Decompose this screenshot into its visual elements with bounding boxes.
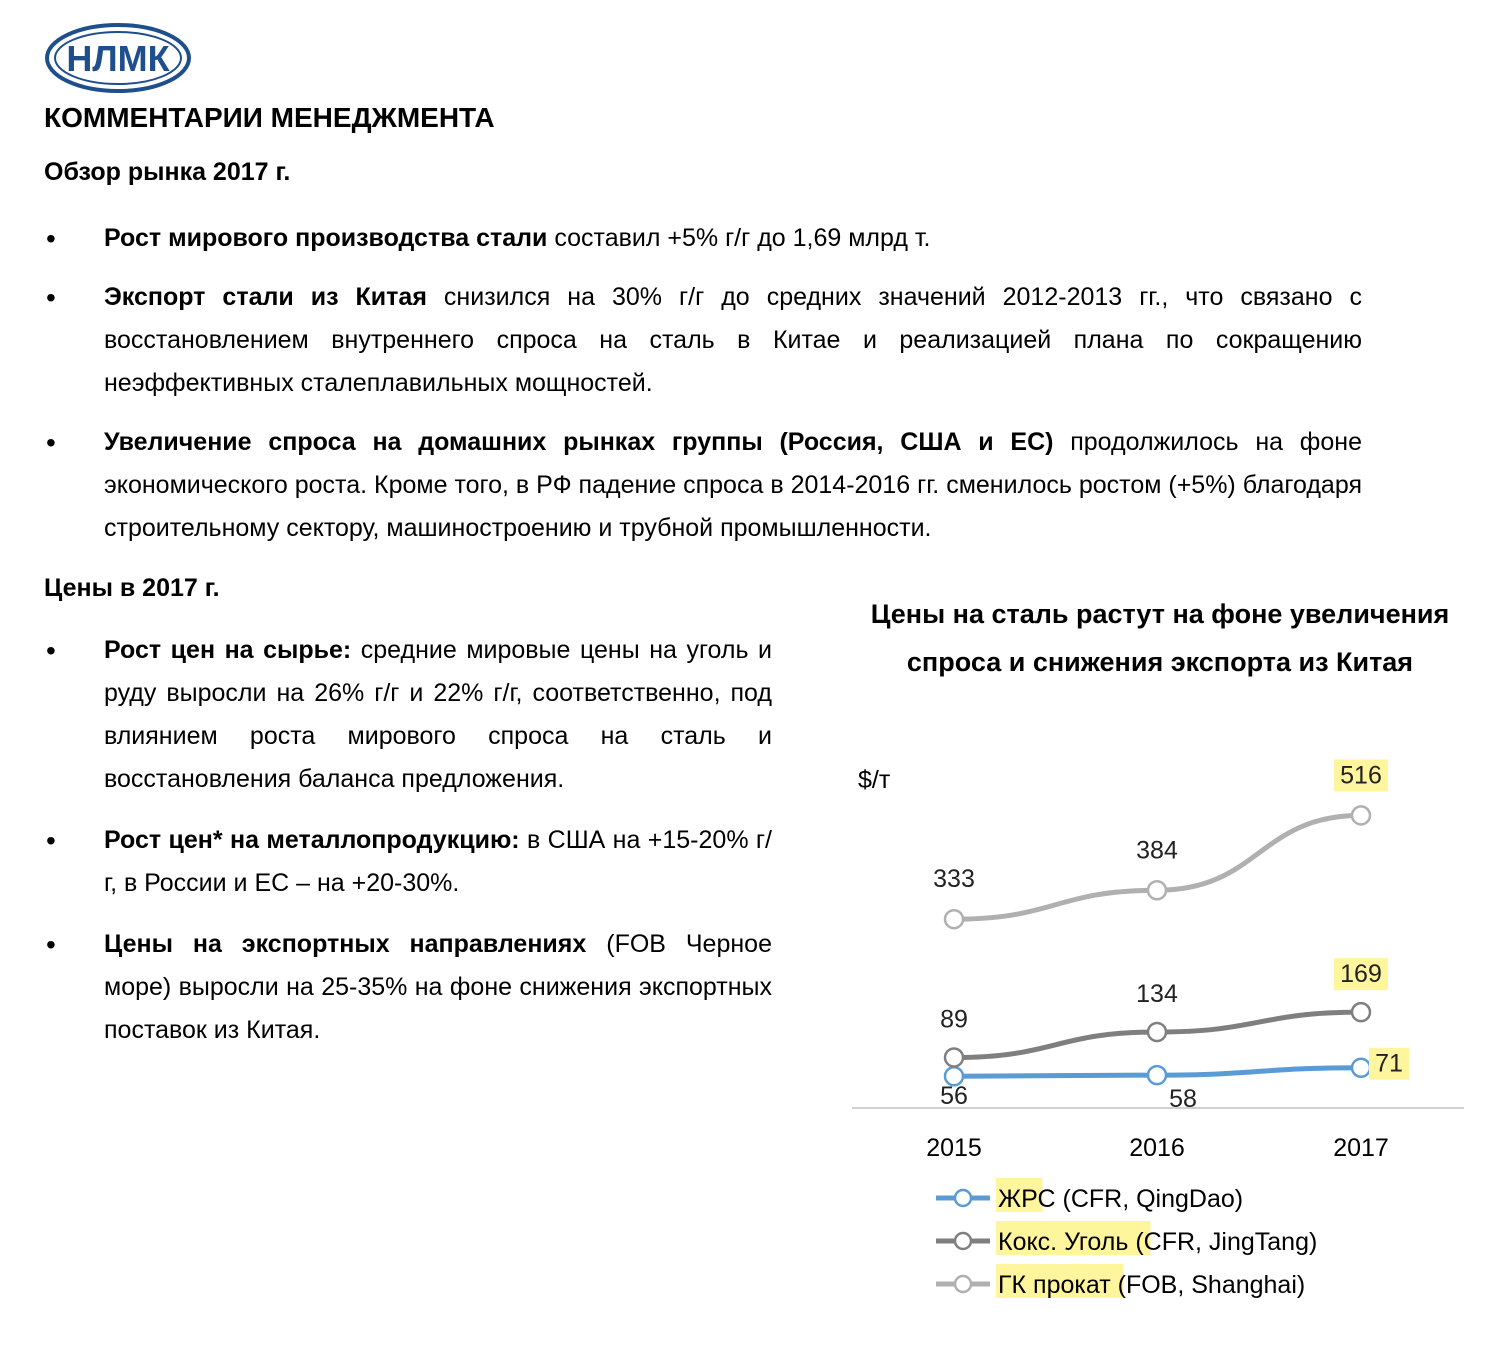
- legend-swatch-marker: [955, 1276, 971, 1292]
- data-point: [945, 1049, 963, 1067]
- bullet-bold: Рост цен* на металлопродукцию:: [104, 826, 520, 854]
- list-item: [44, 629, 772, 801]
- legend-series-name: Кокс. Уголь: [998, 1228, 1129, 1256]
- data-point: [1148, 1023, 1166, 1041]
- list-item: [44, 217, 1362, 260]
- list-item: [44, 819, 772, 905]
- list-item: [44, 923, 772, 1052]
- data-label: 169: [1340, 960, 1382, 989]
- data-label: 56: [940, 1082, 968, 1111]
- series-line-2: [954, 815, 1361, 919]
- bullet-text: (FOB Черное море) выросли на 25-35% на фоне снижения экспортных поставок из Китая.: [104, 930, 772, 1044]
- chart-title-line1: Цены на сталь растут на фоне увеличения: [870, 599, 1450, 629]
- legend-entry: [998, 1228, 1317, 1256]
- data-label: 89: [940, 1005, 968, 1034]
- legend-series-name: ЖРС: [998, 1185, 1056, 1213]
- section-heading-market: Обзор рынка 2017 г.: [44, 158, 291, 186]
- data-point: [1148, 1066, 1166, 1084]
- bullet-text: составил +5% г/г до 1,69 млрд т.: [547, 224, 931, 252]
- legend-swatch-marker: [955, 1190, 971, 1206]
- legend-series-detail: (CFR, JingTang): [1128, 1228, 1318, 1256]
- data-label: 58: [1169, 1085, 1197, 1114]
- data-label: 384: [1136, 836, 1178, 865]
- price-chart-svg: [840, 730, 1480, 1320]
- data-point: [1148, 881, 1166, 899]
- data-label: 333: [933, 865, 975, 894]
- bullet-bold: Рост мирового производства стали: [104, 224, 548, 252]
- legend-entry: [998, 1271, 1305, 1299]
- bullet-bold: Рост цен на сырье:: [104, 636, 352, 664]
- market-bullet-list: [44, 217, 1362, 550]
- bullet-text: снизился на 30% г/г до средних значений 2012-2013 гг., что связано с восстановлением внутреннего спроса на сталь в Китае и реализацией плана по сокращению неэффективных сталеплавильных мощностей.: [104, 283, 1363, 397]
- data-label: 134: [1136, 980, 1178, 1009]
- bullet-bold: Увеличение спроса на домашних рынках группы (Россия, США и ЕС): [104, 428, 1054, 456]
- legend-series-detail: (CFR, QingDao): [1055, 1185, 1244, 1213]
- list-item: [44, 276, 1362, 405]
- bullet-text: в США на +15-20% г/г, в России и ЕС – на +20-30%.: [104, 826, 772, 897]
- nlmk-logo: [44, 22, 192, 94]
- legend-series-detail: (FOB, Shanghai): [1110, 1271, 1306, 1299]
- logo-text: НЛМК: [66, 38, 170, 79]
- section-heading-prices: Цены в 2017 г.: [44, 574, 220, 602]
- chart-title: [840, 590, 1480, 686]
- legend-series-name: ГК прокат: [998, 1271, 1111, 1299]
- data-point: [1352, 1003, 1370, 1021]
- prices-bullet-list: [44, 629, 772, 1052]
- x-tick-label: 2017: [1333, 1134, 1389, 1162]
- price-chart: [840, 730, 1480, 1320]
- y-axis-unit-label: $/т: [858, 766, 891, 794]
- data-label: 71: [1375, 1049, 1403, 1078]
- bullet-bold: Экспорт стали из Китая: [104, 283, 427, 311]
- legend-entry: [998, 1185, 1243, 1213]
- chart-title-line2: спроса и снижения экспорта из Китая: [906, 647, 1414, 677]
- bullet-text: продолжилось на фоне экономического роста. Кроме того, в РФ падение спроса в 2014-2016 гг. сменилось ростом (+5%) благодаря строительному сектору, машиностроению и трубной промышленности.: [104, 428, 1362, 542]
- data-point: [1352, 1059, 1370, 1077]
- legend-swatch-marker: [955, 1233, 971, 1249]
- data-point: [1352, 806, 1370, 824]
- x-tick-label: 2015: [926, 1134, 982, 1162]
- data-point: [945, 910, 963, 928]
- x-tick-label: 2016: [1129, 1134, 1185, 1162]
- bullet-bold: Цены на экспортных направлениях: [104, 930, 587, 958]
- data-label: 516: [1340, 761, 1382, 790]
- page-title: КОММЕНТАРИИ МЕНЕДЖМЕНТА: [44, 102, 495, 133]
- bullet-text: средние мировые цены на уголь и руду выросли на 26% г/г и 22% г/г, соответственно, под влиянием роста мирового спроса на сталь и восстановления баланса предложения.: [104, 636, 772, 793]
- list-item: [44, 421, 1362, 550]
